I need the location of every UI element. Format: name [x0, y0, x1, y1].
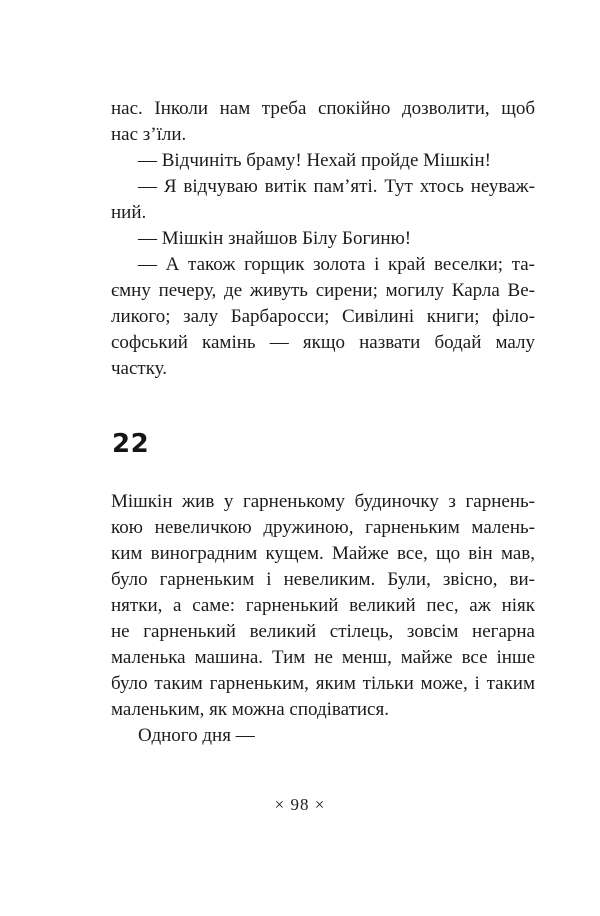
paragraph-block-top [111, 96, 535, 382]
dialogue-line: — Я відчуваю витік пам’яті. Тут хтось неуваж- [138, 176, 535, 197]
text-line: ким виноградним кущем. Майже все, що він мав, [111, 543, 535, 564]
paragraph-block-chapter [111, 489, 535, 749]
text-line: Одного дня — [138, 725, 255, 746]
text-line: кою невеличкою дружиною, гарненьким малень- [111, 517, 535, 538]
text-line: ликого; залу Барбаросси; Сивілині книги; філо- [111, 306, 535, 327]
text-line: маленька машина. Тим не менш, майже все інше [111, 647, 535, 668]
dialogue-line: — Відчиніть браму! Нехай пройде Мішкін! [138, 150, 491, 171]
text-line: нас з’їли. [111, 124, 187, 145]
page-number: × 98 × [274, 795, 326, 814]
text-line: Мішкін жив у гарненькому будиночку з гарнень- [111, 491, 535, 512]
text-line: ний. [111, 202, 147, 223]
chapter-number: 22 [112, 429, 150, 459]
text-line: софський камінь — якщо назвати бодай малу [111, 332, 535, 353]
text-line: ємну печеру, де живуть сирени; могилу Карла Ве- [111, 280, 535, 301]
text-line: нятки, а саме: гарненький великий пес, аж ніяк [111, 595, 535, 616]
text-line: не гарненький великий стілець, зовсім негарна [111, 621, 535, 642]
text-line: маленьким, як можна сподіватися. [111, 699, 389, 720]
dialogue-line: — А також горщик золота і край веселки; та- [138, 254, 535, 275]
text-line: частку. [111, 358, 168, 379]
dialogue-line: — Мішкін знайшов Білу Богиню! [138, 228, 412, 249]
text-line: було таким гарненьким, яким тільки може, і таким [111, 673, 535, 694]
text-line: було гарненьким і невеликим. Були, звісно, ви- [111, 569, 535, 590]
text-line: нас. Інколи нам треба спокійно дозволити, щоб [111, 98, 535, 119]
